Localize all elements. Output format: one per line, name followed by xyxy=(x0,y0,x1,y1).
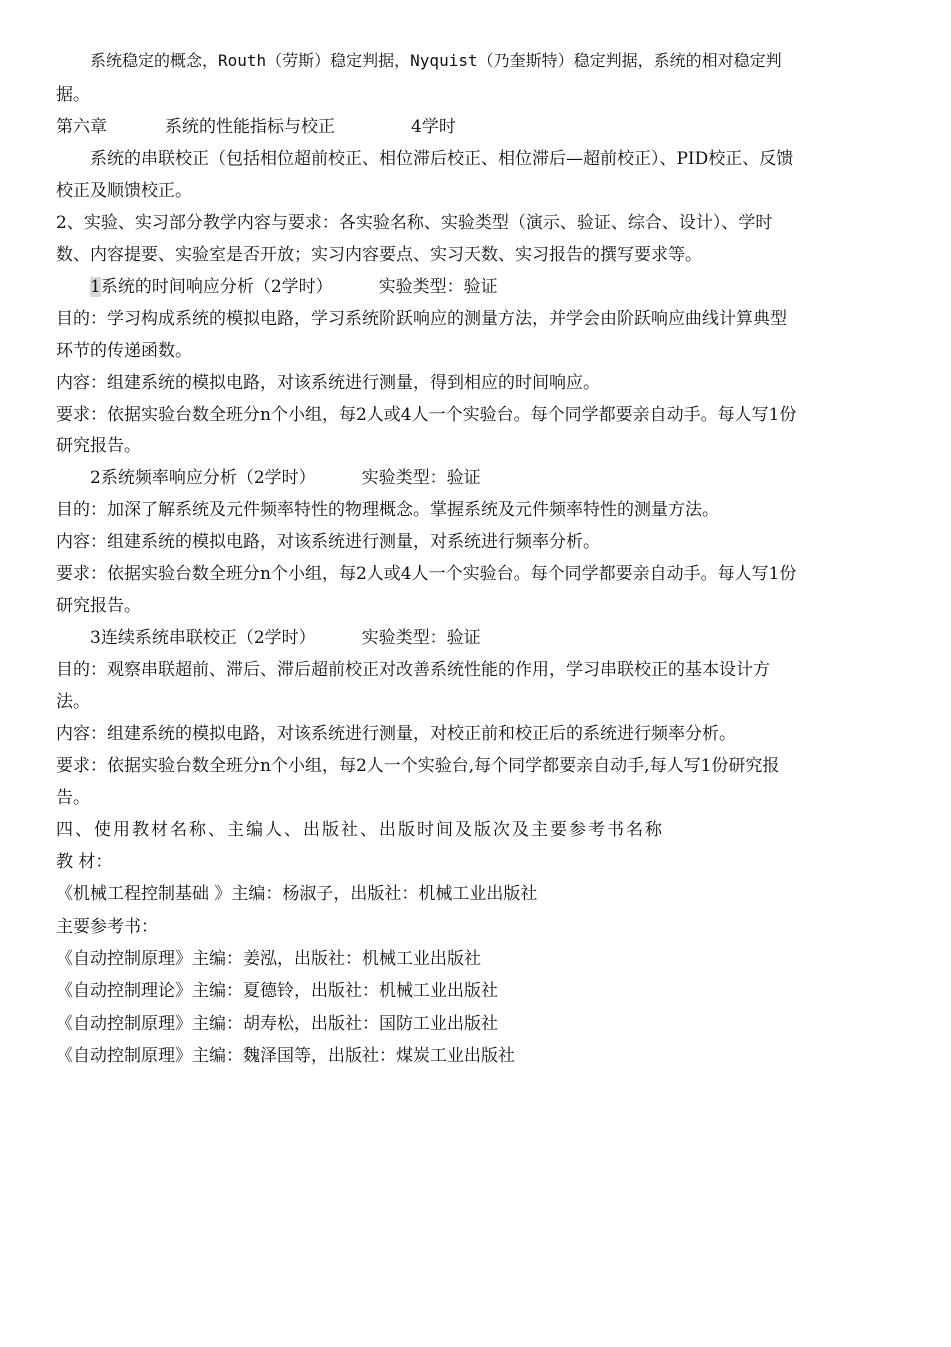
reference-item: 《自动控制理论》主编：夏德铃，出版社：机械工业出版社 xyxy=(56,981,498,1001)
chapter6-heading xyxy=(56,117,456,137)
exp1-number: 1 xyxy=(90,277,101,297)
exp2-requirement-2: 研究报告。 xyxy=(56,596,141,616)
exp3-title: 3连续系统串联校正（2学时） xyxy=(90,628,316,648)
textbook-label: 教 材： xyxy=(56,852,113,872)
exp2-requirement-1: 要求：依据实验台数全班分n个小组，每2人或4人一个实验台。每个同学都要亲自动手。每人写1份 xyxy=(56,564,797,584)
exp2-type: 实验类型：验证 xyxy=(361,468,481,488)
textbook-entry: 《机械工程控制基础 》主编：杨淑子，出版社：机械工业出版社 xyxy=(56,884,538,904)
exp3-content: 内容：组建系统的模拟电路，对该系统进行测量，对校正前和校正后的系统进行频率分析。 xyxy=(56,724,736,744)
stability-line-2: 据。 xyxy=(56,85,90,105)
exp1-requirement-2: 研究报告。 xyxy=(56,436,141,456)
exp1-requirement-1: 要求：依据实验台数全班分n个小组，每2人或4人一个实验台。每个同学都要亲自动手。每人写1份 xyxy=(56,405,797,425)
exp1-content: 内容：组建系统的模拟电路，对该系统进行测量，得到相应的时间响应。 xyxy=(56,373,600,393)
exp1-type: 实验类型：验证 xyxy=(378,277,498,297)
correction-line-2: 校正及顺馈校正。 xyxy=(56,181,192,201)
exp3-type: 实验类型：验证 xyxy=(361,628,481,648)
exp2-heading xyxy=(90,468,481,488)
exp1-purpose-1: 目的：学习构成系统的模拟电路，学习系统阶跃响应的测量方法，并学会由阶跃响应曲线计算典型 xyxy=(56,309,787,329)
exp3-requirement-1: 要求：依据实验台数全班分n个小组，每2人一个实验台,每个同学都要亲自动手,每人写1份研究报 xyxy=(56,756,780,776)
chapter6-label: 第六章 xyxy=(56,117,107,137)
exp1-heading xyxy=(90,277,498,297)
stability-line-1: 系统稳定的概念，Routh（劳斯）稳定判据，Nyquist（乃奎斯特）稳定判据，系统的相对稳定判 xyxy=(90,51,782,70)
exp3-purpose-1: 目的：观察串联超前、滞后、滞后超前校正对改善系统性能的作用，学习串联校正的基本设计方 xyxy=(56,660,770,680)
exp3-requirement-2: 告。 xyxy=(56,788,90,808)
exp2-purpose: 目的：加深了解系统及元件频率特性的物理概念。掌握系统及元件频率特性的测量方法。 xyxy=(56,500,719,520)
exp2-title: 2系统频率响应分析（2学时） xyxy=(90,468,316,488)
reference-item: 《自动控制原理》主编：魏泽国等，出版社：煤炭工业出版社 xyxy=(56,1046,515,1066)
reference-item: 《自动控制原理》主编：胡寿松，出版社：国防工业出版社 xyxy=(56,1014,498,1034)
chapter6-title: 系统的性能指标与校正 xyxy=(165,117,335,137)
section2-line-1: 2、实验、实习部分教学内容与要求：各实验名称、实验类型（演示、验证、综合、设计）、学时 xyxy=(56,213,773,233)
chapter6-hours: 4学时 xyxy=(411,117,456,137)
reference-item: 《自动控制原理》主编：姜泓，出版社：机械工业出版社 xyxy=(56,949,481,969)
section2-line-2: 数、内容提要、实验室是否开放；实习内容要点、实习天数、实习报告的撰写要求等。 xyxy=(56,245,702,265)
exp1-title: 系统的时间响应分析（2学时） xyxy=(100,277,333,297)
exp2-content: 内容：组建系统的模拟电路，对该系统进行测量，对系统进行频率分析。 xyxy=(56,532,600,552)
correction-line-1: 系统的串联校正（包括相位超前校正、相位滞后校正、相位滞后—超前校正）、PID校正、反馈 xyxy=(90,149,794,169)
exp3-purpose-2: 法。 xyxy=(56,692,90,712)
section4-heading: 四、使用教材名称、主编人、出版社、出版时间及版次及主要参考书名称 xyxy=(56,820,664,840)
exp1-purpose-2: 环节的传递函数。 xyxy=(56,341,192,361)
exp3-heading xyxy=(90,628,481,648)
references-label: 主要参考书： xyxy=(56,917,158,937)
